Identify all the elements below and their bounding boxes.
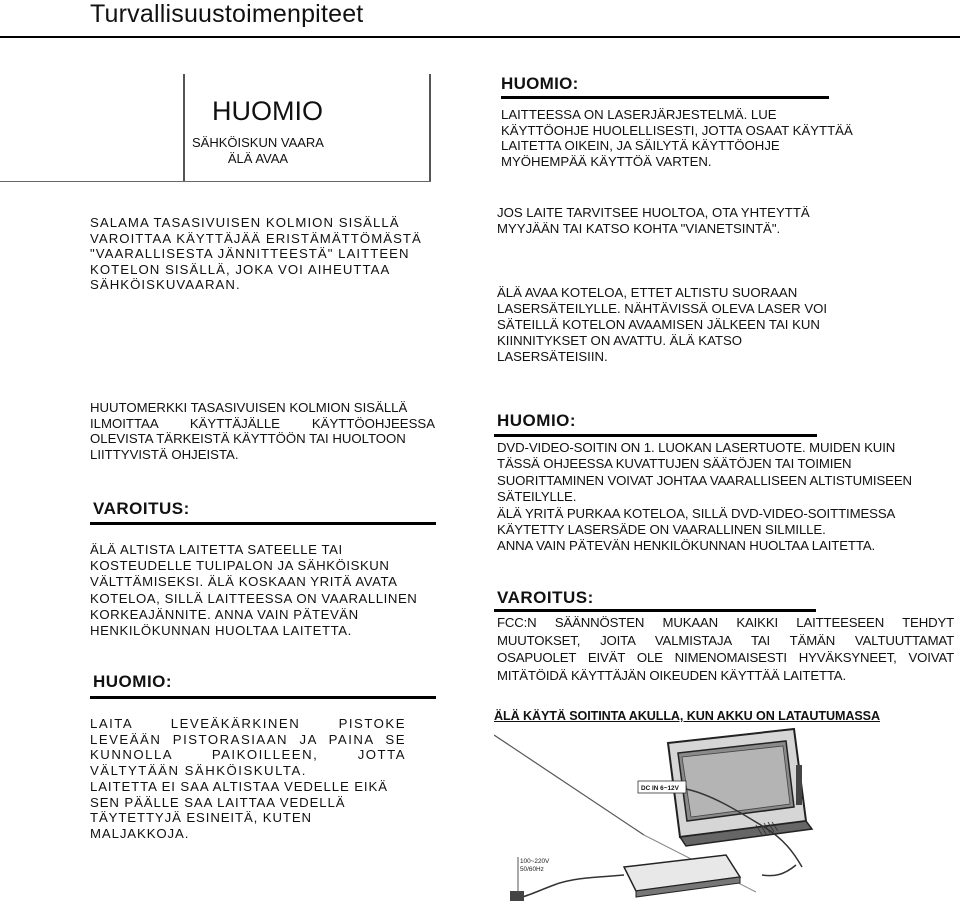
text-line: SÄHKÖISKUVAARAN. [90, 277, 241, 293]
text-line: ILMOITTAA KÄYTTÄJÄLLE KÄYTTÖOHJEESSA [90, 415, 435, 431]
huomio-heading-right-2: HUOMIO: [497, 411, 577, 430]
ac-label-frequency: 50/60Hz [520, 866, 544, 873]
text-line: MYYJÄÄN TAI KATSO KOHTA "VIANETSINTÄ". [497, 220, 781, 236]
text-line: VÄLTYTÄÄN SÄHKÖISKULTA. [90, 762, 307, 778]
text-line: VÄLTTÄMISEKSI. ÄLÄ KOSKAAN YRITÄ AVATA [90, 574, 398, 590]
page-title: Turvallisuustoimenpiteet [90, 0, 364, 28]
huomio-heading-left: HUOMIO: [93, 672, 173, 691]
text-line: KOTELON SISÄLLÄ, JOKA VOI AIHEUTTAA [90, 261, 391, 277]
text-line: JOS LAITE TARVITSEE HUOLTOA, OTA YHTEYTTÄ [497, 205, 810, 220]
text-line: TÄSSÄ OHJEESSA KUVATTUJEN SÄÄTÖJEN TAI TOIMIEN [497, 456, 852, 472]
warning-box-right-border [429, 74, 431, 182]
text-line: ÄLÄ AVAA KOTELOA, ETTET ALTISTU SUORAAN [497, 285, 798, 300]
text-line: OLEVISTA TÄRKEISTÄ KÄYTTÖÖN TAI HUOLTOON [90, 431, 406, 447]
water-paragraph [90, 779, 435, 841]
text-line: LAITETTA OIKEIN, JA SÄILYTÄ KÄYTTÖOHJE [501, 138, 780, 154]
text-line: SALAMA TASASIVUISEN KOLMION SISÄLLÄ [90, 215, 400, 230]
text-line: MITÄTÖIDÄ KÄYTTÄJÄN OIKEUDEN KÄYTTÄÄ LAITETTA. [497, 667, 846, 683]
service-paragraph [497, 205, 897, 236]
side-buttons [796, 765, 802, 805]
text-line: KOTELOA, SILLÄ LAITTEESSA ON VAARALLINEN [90, 590, 418, 606]
text-line: LAITTEESSA ON LASERJÄRJESTELMÄ. LUE [501, 107, 777, 122]
warning-box-line1: SÄHKÖISKUN VAARA [192, 135, 324, 150]
huomio-rule-right-2 [494, 434, 817, 437]
varoitus-heading-left: VAROITUS: [93, 499, 190, 518]
text-line: ÄLÄ YRITÄ PURKAA KOTELOA, SILLÄ DVD-VIDEO-SOITTIMESSA [497, 505, 896, 521]
text-line: DVD-VIDEO-SOITIN ON 1. LUOKAN LASERTUOTE. MUIDEN KUIN [497, 440, 896, 455]
text-line: LIITTYVISTÄ OHJEISTA. [90, 446, 239, 462]
ac-cable [522, 875, 624, 897]
dc-label: DC IN 6~12V [641, 785, 679, 792]
text-line: ANNA VAIN PÄTEVÄN HENKILÖKUNNAN HUOLTAA LAITETTA. [497, 538, 876, 554]
text-line: KORKEAJÄNNITE. ANNA VAIN PÄTEVÄN [90, 606, 359, 622]
text-line: FCC:N SÄÄNNÖSTEN MUKAAN KAIKKI LAITTEESEEN TEHDYT [497, 615, 954, 630]
portable-dvd-player [668, 729, 812, 846]
exclamation-symbol-paragraph [90, 400, 435, 462]
huomio-rule-right-1 [501, 96, 829, 99]
text-line: KÄYTTÖOHJE HUOLELLISESTI, JOTTA OSAAT KÄYTTÄÄ [501, 122, 853, 138]
text-line: KÄYTETTY LASERSÄDE ON VAARALLINEN SILMILLE. [497, 522, 826, 538]
wall-edge-line [494, 735, 644, 835]
text-line: MALJAKKOJA. [90, 825, 190, 841]
battery-notice: ÄLÄ KÄYTÄ SOITINTA AKULLA, KUN AKKU ON LATAUTUMASSA [494, 709, 880, 723]
fcc-paragraph [497, 614, 954, 684]
varoitus-heading-right: VAROITUS: [497, 588, 594, 607]
text-line: HUUTOMERKKI TASASIVUISEN KOLMION SISÄLLÄ [90, 400, 408, 415]
text-line: VAROITTAA KÄYTTÄJÄÄ ERISTÄMÄTTÖMÄSTÄ [90, 230, 422, 246]
text-line: KIINNITYKSET ON AVATTU. ÄLÄ KATSO [497, 333, 742, 348]
text-line: LEVEÄÄN PISTORASIAAN JA PAINA SE [90, 731, 406, 747]
text-line: LASERSÄTEISIIN. [497, 349, 608, 364]
varoitus-rule-right [494, 609, 816, 612]
open-casing-paragraph [497, 285, 897, 365]
text-line: "VAARALLISESTA JÄNNITTEESTÄ" LAITTEEN [90, 246, 410, 262]
title-divider [0, 36, 960, 38]
text-line: MUUTOKSET, JOITA VALMISTAJA TAI TÄMÄN VALTUUTTAMAT [497, 632, 954, 648]
text-line: SUORITTAMINEN VOIVAT JOHTAA VAARALLISEEN ALTISTUMISEEN [497, 472, 912, 488]
warning-box-text [183, 135, 333, 167]
text-line: ÄLÄ ALTISTA LAITETTA SATEELLE TAI [90, 542, 343, 557]
varoitus-paragraph-left [90, 542, 445, 639]
text-line: OSAPUOLET EIVÄT OLE NIMENOMAISESTI HYVÄKSYNEET, VOIVAT [497, 650, 954, 666]
text-line: SEN PÄÄLLE SAA LAITTAA VEDELLÄ [90, 794, 346, 810]
text-line: MYÖHEMPÄÄ KÄYTTÖÄ VARTEN. [501, 153, 712, 169]
text-line: SÄTEILYLLE. [497, 489, 577, 505]
power-adapter [624, 855, 740, 897]
laser-paragraph [501, 107, 901, 169]
ac-plug [510, 891, 524, 901]
huomio-heading-right-1: HUOMIO: [501, 74, 579, 93]
text-line: KUNNOLLA PAIKOILLEEN, JOTTA [90, 747, 406, 763]
text-line: LAITETTA EI SAA ALTISTAA VEDELLE EIKÄ [90, 779, 388, 794]
warning-box-line2: ÄLÄ AVAA [227, 151, 289, 166]
text-line: LAITA LEVEÄKÄRKINEN PISTOKE [90, 716, 406, 731]
varoitus-rule-left [90, 522, 436, 525]
text-line: KOSTEUDELLE TULIPALON JA SÄHKÖISKUN [90, 558, 390, 574]
dvd-laser-paragraph [497, 440, 957, 555]
ac-label-voltage: 100~220V [520, 858, 550, 865]
warning-box-heading: HUOMIO [212, 96, 323, 126]
text-line: SÄTEILLÄ KOTELON AVAAMISEN JÄLKEEN TAI KUN [497, 317, 820, 332]
text-line: TÄYTETTYJÄ ESINEITÄ, KUTEN [90, 810, 312, 826]
text-line: LASERSÄTEILYLLE. NÄHTÄVISSÄ OLEVA LASER VOI [497, 301, 828, 316]
plug-paragraph [90, 716, 406, 778]
player-charging-illustration [494, 725, 824, 904]
huomio-rule-left [90, 696, 436, 699]
text-line: HENKILÖKUNNAN HUOLTAA LAITETTA. [90, 623, 352, 639]
warning-box-bottom-border [0, 181, 431, 182]
lightning-symbol-paragraph [90, 215, 435, 293]
